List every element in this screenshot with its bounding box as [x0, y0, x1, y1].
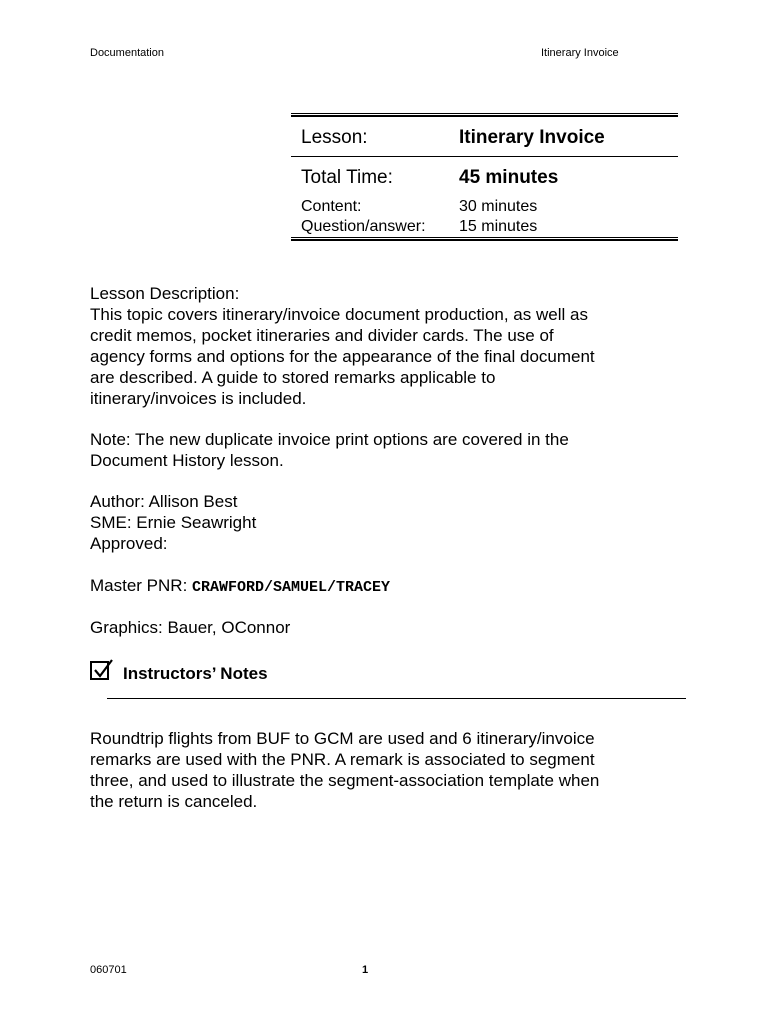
master-pnr-value: CRAWFORD/SAMUEL/TRACEY [192, 579, 391, 596]
approved-line: Approved: [90, 534, 168, 553]
lesson-row [291, 117, 678, 156]
notes-line: three, and used to illustrate the segment-association template when [90, 771, 600, 790]
description-heading: Lesson Description: [90, 284, 240, 303]
qa-value: 15 minutes [459, 218, 538, 235]
qa-label: Question/answer: [301, 218, 426, 235]
notes-divider [107, 698, 686, 699]
content-label: Content: [301, 198, 362, 215]
description-line: This topic covers itinerary/invoice document production, as well as [90, 305, 588, 324]
total-time-label: Total Time: [301, 167, 393, 188]
author-line: Author: Allison Best [90, 492, 238, 511]
note-line: Note: The new duplicate invoice print options are covered in the [90, 430, 569, 449]
instructors-notes-body [90, 728, 680, 812]
description-line: agency forms and options for the appearance of the final document [90, 347, 595, 366]
notes-line: remarks are used with the PNR. A remark is associated to segment [90, 750, 595, 769]
content-value: 30 minutes [459, 198, 538, 215]
note-paragraph [90, 429, 680, 471]
total-time-value: 45 minutes [459, 167, 559, 188]
checkbox-checked-icon [90, 661, 109, 680]
notes-line: the return is canceled. [90, 792, 258, 811]
description-line: itinerary/invoices is included. [90, 389, 307, 408]
description-line: are described. A guide to stored remarks applicable to [90, 368, 496, 387]
notes-line: Roundtrip flights from BUF to GCM are used and 6 itinerary/invoice [90, 729, 595, 748]
lesson-table [291, 113, 678, 241]
graphics-line: Graphics: Bauer, OConnor [90, 618, 291, 637]
footer-code: 060701 [90, 964, 127, 976]
page-number: 1 [362, 964, 369, 976]
table-bottom-rule [291, 237, 678, 241]
header-right: Itinerary Invoice [541, 47, 619, 59]
lesson-label: Lesson: [301, 127, 368, 148]
master-pnr [90, 575, 680, 598]
instructors-notes-heading [90, 661, 268, 684]
credits [90, 491, 680, 554]
note-line: Document History lesson. [90, 451, 284, 470]
header-left: Documentation [90, 47, 164, 59]
instructors-notes-title: Instructors’ Notes [123, 664, 268, 683]
description-line: credit memos, pocket itineraries and divider cards. The use of [90, 326, 554, 345]
lesson-description [90, 283, 680, 409]
lesson-value: Itinerary Invoice [459, 127, 605, 148]
sme-line: SME: Ernie Seawright [90, 513, 257, 532]
master-pnr-label: Master PNR: [90, 576, 188, 595]
time-block [291, 157, 678, 237]
